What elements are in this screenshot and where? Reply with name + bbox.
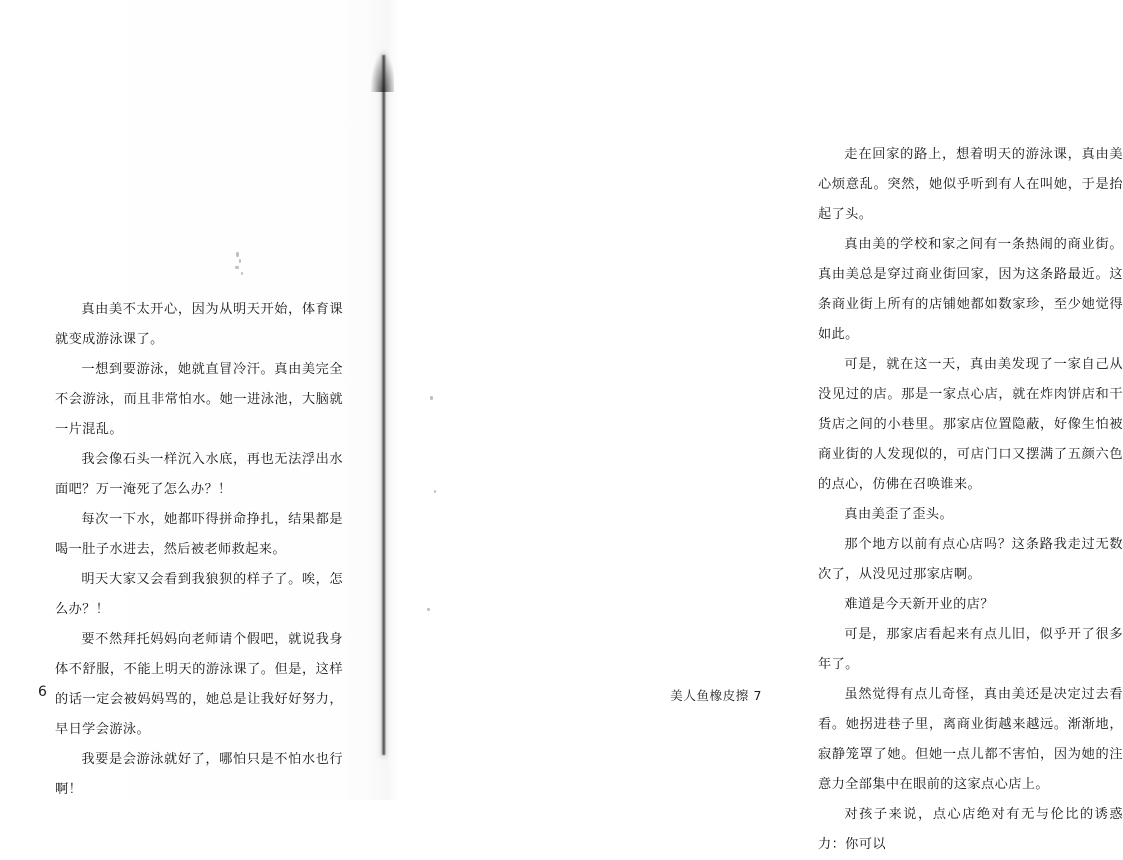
- paragraph: 那个地方以前有点心店吗？这条路我走过无数次了，从没见过那家店啊。: [818, 537, 1123, 582]
- scan-speck: [427, 608, 430, 611]
- paragraph: 每次一下水，她都吓得拼命挣扎，结果都是喝一肚子水进去，然后被老师救起来。: [55, 512, 343, 557]
- scan-speck: [434, 490, 436, 493]
- right-page: [386, 0, 1123, 852]
- scan-speck: [241, 272, 243, 275]
- page-number-left: 6: [38, 684, 47, 700]
- paragraph: 明天大家又会看到我狼狈的样子了。唉，怎么办？！: [55, 572, 343, 617]
- paragraph: 一想到要游泳，她就直冒冷汗。真由美完全不会游泳，而且非常怕水。她一进泳池，大脑就一片混乱。: [55, 362, 343, 437]
- running-footer-right: 美人鱼橡皮擦 7: [670, 688, 762, 703]
- scan-speck: [239, 259, 241, 263]
- paragraph: 我会像石头一样沉入水底，再也无法浮出水面吧？万一淹死了怎么办？！: [55, 452, 343, 497]
- left-page-body-text: [55, 295, 343, 805]
- binding-gutter-shadow: [381, 55, 386, 755]
- paragraph: 可是，就在这一天，真由美发现了一家自己从没见过的店。那是一家点心店，就在炸肉饼店和干货店之间的小巷里。那家店位置隐蔽，好像生怕被商业街的人发现似的，可店门口又摆满了五颜六色的点心，仿佛在召唤谁来。: [818, 357, 1123, 492]
- paragraph: 难道是今天新开业的店？: [844, 597, 994, 612]
- scan-speck: [235, 266, 239, 269]
- scan-speck: [236, 252, 239, 257]
- paragraph: 真由美歪了歪头。: [844, 507, 954, 522]
- paragraph: 虽然觉得有点儿奇怪，真由美还是决定过去看看。她拐进巷子里，离商业街越来越远。渐渐地，寂静笼罩了她。但她一点儿都不害怕，因为她的注意力全部集中在眼前的这家点心店上。: [818, 687, 1123, 792]
- paragraph: 走在回家的路上，想着明天的游泳课，真由美心烦意乱。突然，她似乎听到有人在叫她，于是抬起了头。: [818, 147, 1123, 222]
- paragraph: 我要是会游泳就好了，哪怕只是不怕水也行啊！: [55, 752, 343, 797]
- right-page-body-text: [818, 140, 1123, 860]
- binding-gutter-top-shadow: [370, 52, 394, 92]
- paragraph: 真由美的学校和家之间有一条热闹的商业街。真由美总是穿过商业街回家，因为这条路最近。这条商业街上所有的店铺她都如数家珍，至少她觉得如此。: [818, 237, 1123, 342]
- paragraph: 对孩子来说，点心店绝对有无与伦比的诱惑力：你可以: [818, 807, 1123, 852]
- paragraph: 要不然拜托妈妈向老师请个假吧，就说我身体不舒服，不能上明天的游泳课了。但是，这样的话一定会被妈妈骂的，她总是让我好好努力，早日学会游泳。: [55, 632, 343, 737]
- scan-speck: [430, 396, 433, 400]
- left-page: [0, 0, 386, 800]
- paragraph: 真由美不太开心，因为从明天开始，体育课就变成游泳课了。: [55, 302, 343, 347]
- paragraph: 可是，那家店看起来有点儿旧，似乎开了很多年了。: [818, 627, 1123, 672]
